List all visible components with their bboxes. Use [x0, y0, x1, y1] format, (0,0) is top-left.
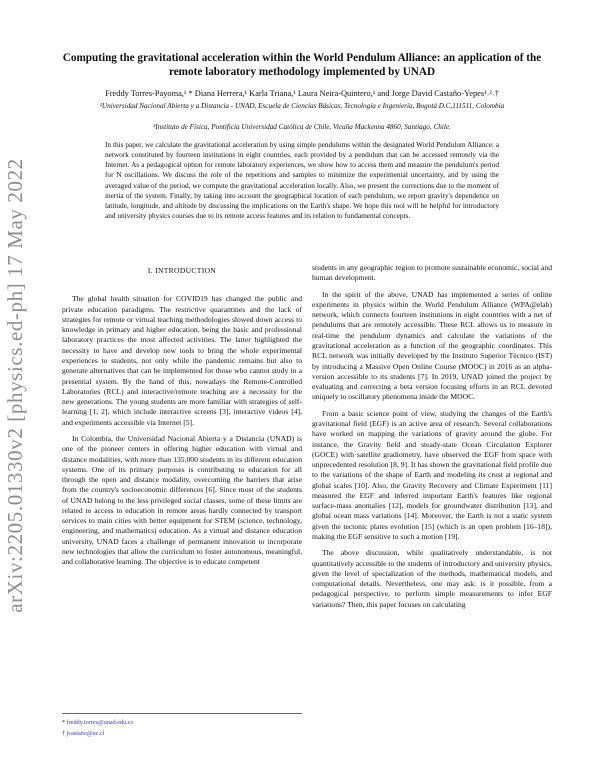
footnote-email-1[interactable]: freddy.torres@unad.edu.co — [66, 719, 134, 726]
right-column — [312, 263, 552, 610]
intro-paragraph-6: The above discussion, while qualitatively understandable, is not quantitatively accessible to the students of introductory and university physics, given the level of specialization of the methods, mathematical models, and computational details. Nevertheless, one may ask: is it possible, from a pedagogical perspective, to perform simple measurements to infer EGF variations? Then, this paper focuses on calculating — [312, 548, 552, 609]
footnote-marker-1: * — [62, 719, 66, 726]
footnote-marker-2: † — [62, 730, 66, 737]
footnote-rule — [62, 713, 302, 714]
left-column — [62, 266, 302, 568]
paper-title: Computing the gravitational acceleration within the World Pendulum Alliance: an application of the remote laboratory methodology implemented by UNAD — [62, 52, 542, 78]
section-heading-introduction: I. INTRODUCTION — [147, 266, 217, 275]
intro-paragraph-3-continued: students in any geographic region to promote sustainable economic, social and human development. — [312, 263, 552, 283]
intro-paragraph-2: In Colombia, the Universidad Nacional Abierta y a Distancia (UNAD) is one of the pioneer centers in offering higher education with virtual and distance modalities, with more than 135.000 students in its different education systems. One of its primary purposes is contributing to education for all through the open and distance modality, overcoming the barriers that arise from the country's socioeconomic differences [6]. Since most of the students of UNAD belong to the less privileged social classes, some of these limits are related to access to education in remote areas hardly connected by transport services to main cities with better equipment for STEM (science, technology, engineering, and mathematics) education. As a virtual and distance education university, UNAD faces a challenge of permanent innovation to incorporate new technologies that allow the curriculum to foster autonomous, meaningful, and collaborative learning. The objective is to educate competent — [62, 433, 302, 567]
author-list: Freddy Torres-Payoma,¹ * Diana Herrera,¹ Karla Triana,¹ Laura Neira-Quintero,¹ and Jorge David Castaño-Yepes¹˒²˒† — [105, 89, 499, 98]
affiliation-1: ¹Universidad Nacional Abierta y a Distancia - UNAD, Escuela de Ciencias Básicas, Tecnología e Ingeniería, Bogotá D.C,111511, Colombia — [99, 102, 505, 110]
intro-paragraph-1: The global health situation for COVID19 has changed the public and private education paradigms. The restrictive quarantines and the lack of strategies for remote or virtual teaching methodologies slowed down access to knowledge in primary and higher education, being the basic and professional laboratory practices the most affected activities. The latter highlighted the necessity to have and develop new tools to bring the whole experimental experiences to students, not only while the pandemic remains but also to generate alternatives that can be implemented for those who cannot study in a presential system. By the hand of this, nowadays the Remote-Controlled Laboratories (RCL) and interactive/remote teaching are a necessity for the new generations. The young students are more familiar with strategies of self-learning [1, 2], which include interactive screens [3], interactive videos [4], and experiments accessible via Internet [5]. — [62, 294, 302, 427]
footnote-2 — [62, 728, 302, 739]
footnote-email-2[interactable]: jcastano@uc.cl — [66, 730, 105, 737]
intro-paragraph-5: From a basic science point of view, studying the changes of the Earth's gravitational field (EGF) is an active area of research. Several collaborations have worked on mapping the variations of gravity around the globe. For instance, the Gravity field and steady-state Ocean Circulation Explorer (GOCE) with satellite gradiometry, have observed the EGF from space with unprecedented resolution [8, 9]. It has shown the gravitational field profile due to the variations of the shape of Earth and modeling its crust at regional and global scales [10]. Also, the Gravity Recovery and Climate Experiment [11] measured the EGF and inferred important Earth's features like regional surface-mass anomalies [12], models for groundwater distribution [13], and global ocean mass variations [14]. Moreover, the Earth is not a static system given the tectonic plates evolution [15] (which is an open problem [16–18]), making the EGF sensitive to such a motion [19]. — [312, 408, 552, 542]
footnotes — [62, 717, 302, 739]
arxiv-sidebar-stamp — [2, 150, 28, 620]
intro-paragraph-4: In the spirit of the above, UNAD has implemented a series of online experiments in physics within the World Pendulum Alliance (WPA@elab) network, which connects fourteen institutions in eight countries with a net of pendulums that are remotely accessible. These RCL allows us to measure in real-time the pendulum dynamics and calculate the variations of the gravitational acceleration as a function of the geographic coordinates. This RCL network was initially developed by the Instituto Superior Técnico (IST) by introducing a Massive Open Online Course (MOOC) in 2016 as an alpha-version accessible to its students [7]. In 2019, UNAD joined the project by evaluating and correcting a beta version focusing efforts in an RCL devoted uniquely to oscillatory phenomena inside the MOOC. — [312, 289, 552, 402]
abstract: In this paper, we calculate the gravitational acceleration by using simple pendulums within the designated World Pendulum Alliance: a network constituted by fourteen institutions in eight countries, each provided by a pendulum that can be accessed remotely via the Internet. As a pedagogical option for remote laboratory experiences, we show how to access them and measure the pendulum's period for N oscillations. We discuss the role of the repetitions and samples to minimize the experimental uncertainty, and by using the averaged value of the period, we compute the gravitational acceleration locally. Also, we present the corrections due to the moment of inertia of the system. Finally, by taking into account the geographical location of each pendulum, we report gravity's dependence on latitude, longitude, and altitude by discussing the implications on the Earth's shape. We hope this tool will be helpful for introductory and university physics courses due to its remote access features and its relation to fundamental concepts. — [105, 140, 499, 221]
arxiv-identifier: arXiv:2205.01330v2 [physics.ed-ph] 17 May 2022 — [2, 157, 27, 613]
footnote-1 — [62, 717, 302, 728]
affiliation-2: ²Instituto de Física, Pontificia Universidad Católica de Chile, Vicuña Mackenna 4860, Santiago, Chile. — [153, 123, 451, 131]
